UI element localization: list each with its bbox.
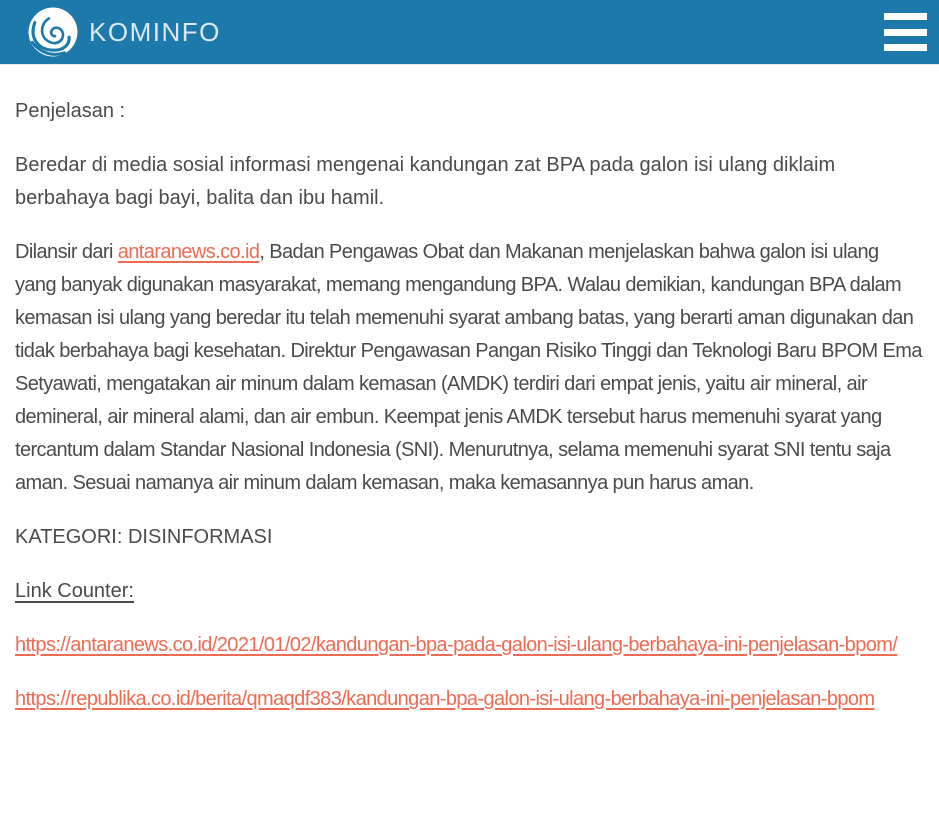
antaranews-inline-link[interactable]: antaranews.co.id [117, 241, 260, 263]
explanation-paragraph [15, 236, 924, 500]
hamburger-menu-button[interactable] [884, 13, 927, 51]
penjelasan-label: Penjelasan : [15, 100, 126, 122]
explanation-text-after: , Badan Pengawas Obat dan Makanan menjelaskan bahwa galon isi ulang yang banyak digunakan masyarakat, memang mengandung BPA. Walau demikian, kandungan BPA dalam kemasan isi ulang yang beredar itu telah memenuhi syarat ambang batas, yang berarti aman digunakan dan tidak berbahaya bagi kesehatan. Direktur Pengawasan Pangan Risiko Tinggi dan Teknologi Baru BPOM Ema Setyawati, mengatakan air minum dalam kemasan (AMDK) terdiri dari empat jenis, yaitu air mineral, air demineral, air mineral alami, dan air embun. Keempat jenis AMDK tersebut harus memenuhi syarat yang tercantum dalam Standar Nasional Indonesia (SNI). Menurutnya, selama memenuhi syarat SNI tentu saja aman. Sesuai namanya air minum dalam kemasan, maka kemasannya pun harus aman. [15, 241, 922, 494]
counter-link-antaranews[interactable]: https://antaranews.co.id/2021/01/02/kandungan-bpa-pada-galon-isi-ulang-berbahaya-ini-penjelasan-bpom/ [15, 634, 898, 656]
link-counter-label: Link Counter: [15, 580, 134, 602]
counter-link-row [15, 683, 924, 716]
hamburger-icon [884, 13, 927, 20]
brand-name: KOMINFO [89, 16, 221, 47]
hamburger-icon [884, 44, 927, 51]
category-label: KATEGORI: DISINFORMASI [15, 526, 273, 548]
top-navbar [0, 0, 939, 65]
counter-link-row [15, 629, 924, 662]
kominfo-logo[interactable] [27, 6, 221, 58]
explanation-text-before: Dilansir dari [15, 241, 118, 263]
kominfo-swirl-icon [27, 6, 79, 58]
claim-paragraph: Beredar di media sosial informasi mengenai kandungan zat BPA pada galon isi ulang diklaim berbahaya bagi bayi, balita dan ibu hamil. [15, 154, 836, 209]
article-content [0, 65, 939, 746]
counter-link-republika[interactable]: https://republika.co.id/berita/qmaqdf383/kandungan-bpa-galon-isi-ulang-berbahaya-ini-penjelasan-bpom [15, 688, 875, 710]
hamburger-icon [884, 29, 927, 36]
